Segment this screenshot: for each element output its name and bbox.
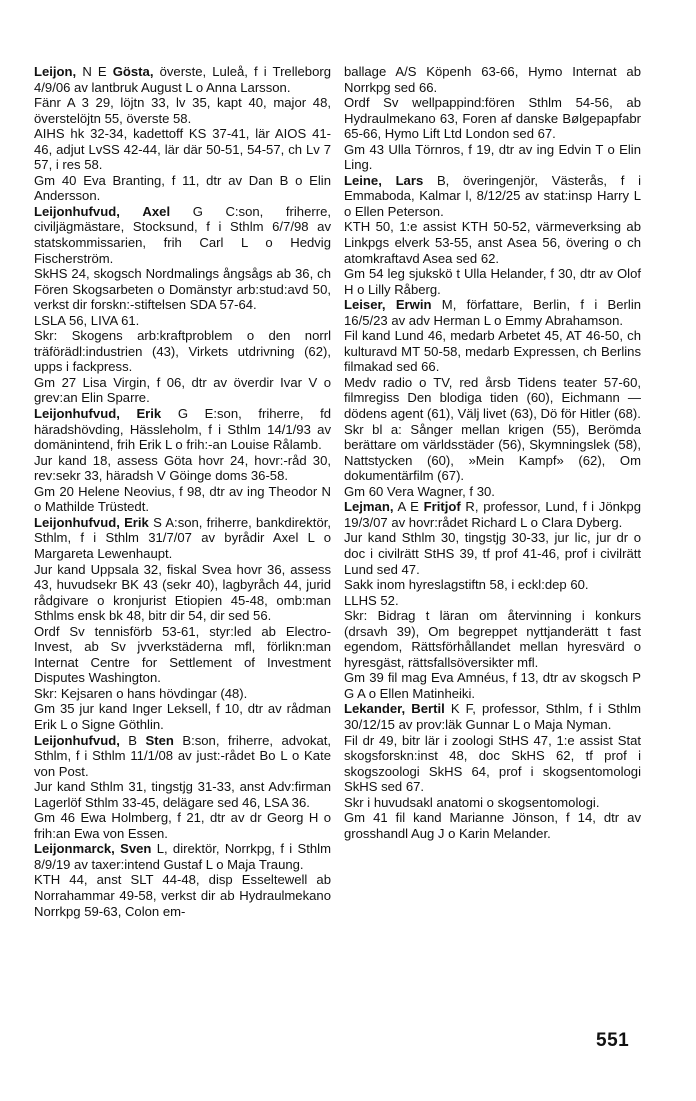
entry-text: M, författare, Berlin, f i Berlin 16/5/23 av adv Herman L o Emmy Abrahamson.: [344, 297, 642, 328]
entry-text: Fänr A 3 29, löjtn 33, lv 35, kapt 40, major 48, överstelöjtn 55, överste 58.: [34, 95, 331, 126]
entry-paragraph: [344, 499, 641, 530]
entry-text: LLHS 52.: [344, 592, 399, 608]
entry-surname: Leijonhufvud,: [34, 514, 120, 530]
entry-text: G E:son, friherre, fd häradshövding, Hässleholm, f i Sthlm 14/1/93 av domänintend, frih Erik L o frih:-an Louise Rålamb.: [34, 406, 332, 453]
entry-text: Gm 43 Ulla Törnros, f 19, dtr av ing Edvin T o Elin Ling.: [344, 141, 641, 173]
entry-text: ballage A/S Köpenh 63-66, Hymo Internat ab Norrkpg sed 66.: [344, 64, 641, 95]
entry-text: överste, Luleå, f i Trelleborg 4/9/06 av lantbruk August L o Anna Larsson.: [34, 64, 332, 95]
entry-paragraph: [34, 779, 331, 810]
entry-given-name: Gösta,: [112, 64, 154, 79]
entry-paragraph: [344, 701, 641, 732]
entry-paragraph: [34, 64, 331, 95]
entry-text: Gm 46 Ewa Holmberg, f 21, dtr av dr Georg H o frih:an Ewa von Essen.: [34, 810, 331, 841]
entry-surname: Leijonhufvud,: [34, 732, 120, 748]
entry-paragraph: [344, 484, 641, 500]
entry-given-name: Sten: [145, 732, 174, 748]
entry-text: S A:son, friherre, bankdirektör, Sthlm, f i Sthlm 31/7/07 av byrådir Axel L o Margareta Lewenhaupt.: [34, 514, 332, 561]
page-number: 551: [596, 1030, 630, 1051]
entry-text: G C:son, friherre, civiljägmästare, Stocksund, f i Sthlm 6/7/98 av statskommissarien, frih Carl L o Hedvig Fischerström.: [34, 203, 332, 266]
entry-initials: Erik: [124, 514, 149, 530]
entry-initials: Lars: [395, 172, 424, 188]
entry-paragraph: [34, 95, 331, 126]
entry-text: Jur kand Sthlm 31, tingstjg 31-33, anst Adv:firman Lagerlöf Sthlm 33-45, delägare sed 46, LSA 36.: [34, 779, 331, 810]
entry-text: KTH 44, anst SLT 44-48, disp Esseltewell ab Norrahammar 49-58, verkst dir ab Hydraulmekano Norrkpg 59-63, Colon em-: [34, 872, 331, 919]
biography-entry: [34, 515, 331, 733]
entry-paragraph: [34, 406, 331, 453]
entry-initials: Erik: [136, 406, 162, 422]
entry-paragraph: [344, 219, 641, 266]
entry-surname: Lekander,: [344, 701, 406, 717]
entry-text: Fil kand Lund 46, medarb Arbetet 45, AT 46-50, ch kulturavd MT 50-58, medarb Expressen, ch Berlins filmakad sed 66.: [344, 328, 641, 375]
entry-paragraph: [34, 313, 331, 329]
entry-paragraph: [34, 453, 331, 484]
entry-text: AIHS hk 32-34, kadettoff KS 37-41, lär AIOS 41-46, adjut LvSS 42-44, lär där 50-51, 54-57, ch Lv 7 57, i res 58.: [34, 126, 331, 173]
entry-paragraph: [344, 530, 641, 577]
entry-initials: Erwin: [395, 297, 432, 313]
entry-surname: Leijonhufvud,: [34, 203, 120, 219]
entry-text: Skr: Kejsaren o hans hövdingar (48).: [34, 685, 248, 701]
entry-paragraph: [344, 670, 641, 701]
entry-text: Jur kand Uppsala 32, fiskal Svea hovr 36, assess 43, huvudsekr BK 43 (sekr 40), lagbyråch 44, jurid rådgivare o kronjurist Etiopien 45-48, omb:man Sthlms ensk bk 48, bitr dir 54, dir sed 56.: [34, 561, 331, 624]
entry-paragraph: [34, 484, 331, 515]
entry-paragraph: [344, 375, 641, 422]
biography-entry: [34, 841, 331, 919]
biography-entry: [34, 64, 331, 204]
right-column: [344, 64, 641, 841]
biography-entry: [34, 733, 331, 842]
entry-text: Gm 39 fil mag Eva Amnéus, f 13, dtr av skogsch P G A o Ellen Matinheiki.: [344, 670, 641, 701]
entry-paragraph: [34, 375, 331, 406]
entry-text: B, överingenjör, Västerås, f i Emmaboda, Kalmar l, 8/12/25 av stat:insp Harry L o Ellen Peterson.: [344, 172, 641, 219]
biography-entry: [34, 204, 331, 406]
entry-text: SkHS 24, skogsch Nordmalings ångsågs ab 36, ch Fören Skogsarbeten o Domänstyr arb:stud:avd 50, verkst dir forskn:-stiftelsen SDA 57-64.: [34, 266, 331, 313]
entry-paragraph: [344, 593, 641, 609]
entry-paragraph: [344, 810, 641, 841]
entry-paragraph: [344, 266, 641, 297]
biography-entry: [344, 173, 641, 297]
entry-text: Skr i huvudsakl anatomi o skogsentomologi.: [344, 794, 600, 810]
biography-entry: [344, 297, 641, 499]
entry-paragraph: [34, 701, 331, 732]
entry-text: B:son, friherre, advokat, Sthlm, f i Sthlm 11/1/08 av just:-rådet Bo L o Kate von Post.: [34, 732, 331, 779]
entry-text: Gm 27 Lisa Virgin, f 06, dtr av överdir Ivar V o grev:an Elin Sparre.: [34, 374, 331, 406]
entry-paragraph: [344, 95, 641, 142]
entry-text: R, professor, Lund, f i Jönkpg 19/3/07 av hovr:rådet Richard L o Clara Dyberg.: [344, 499, 641, 530]
entry-text: Skr: Bidrag t läran om återvinning i konkurs (drsavh 39), Om begreppet nyttjanderätt t fast egendom, Rättsförhållandet mellan hyresvärd o hyresgäst, rättsfallsöversikter mfl.: [344, 608, 641, 670]
entry-paragraph: [344, 795, 641, 811]
entry-text: KTH 50, 1:e assist KTH 50-52, värmeverksing ab Linkpgs elverk 53-55, anst Asea 56, övering o ch atomkraftavd Asea sed 62.: [344, 219, 641, 266]
biography-entry: [344, 64, 641, 173]
entry-paragraph: [344, 173, 641, 220]
entry-initials: B: [128, 732, 138, 748]
entry-text: Gm 35 jur kand Inger Leksell, f 10, dtr av rådman Erik L o Signe Göthlin.: [34, 701, 331, 732]
entry-paragraph: [34, 266, 331, 313]
biography-entry: [344, 701, 641, 841]
entry-surname: Leijonhufvud,: [34, 406, 120, 422]
entry-initials: N E: [82, 64, 107, 79]
entry-paragraph: [34, 515, 331, 562]
entry-text: Medv radio o TV, red årsb Tidens teater 57-60, filmregiss Den blodiga tiden (60), Eichmann — dödens agent (61), Välj livet (63), Dö för Hitler (68).: [344, 374, 641, 422]
entry-text: Gm 40 Eva Branting, f 11, dtr av Dan B o Elin Andersson.: [34, 172, 331, 204]
entry-surname: Leijon,: [34, 64, 77, 79]
entry-paragraph: [34, 126, 331, 173]
entry-text: LSLA 56, LIVA 61.: [34, 312, 140, 328]
entry-paragraph: [34, 841, 331, 872]
entry-paragraph: [344, 577, 641, 593]
entry-paragraph: [34, 173, 331, 204]
entry-text: Jur kand Sthlm 30, tingstjg 30-33, jur lic, jur dr o doc i civilrätt StHS 39, tf prof 41-46, prof i civilrätt Lund sed 47.: [344, 530, 641, 577]
entry-text: Skr: Skogens arb:kraftproblem o den norrl träförädl:industrien (43), Virkets utdrivning (62), upps i fackpress.: [34, 328, 331, 375]
entry-paragraph: [344, 64, 641, 95]
entry-text: Ordf Sv tennisförb 53-61, styr:led ab Electro-Invest, ab Sv jvverkstäderna mfl, förlikn:man Internat Centre for Settlement of Investment Disputes Washington.: [34, 623, 331, 686]
entry-given-name: Fritjof: [423, 499, 461, 515]
entry-text: Fil dr 49, bitr lär i zoologi StHS 47, 1:e assist Stat skogsforskn:inst 48, doc SkHS 62, tf prof i skogszoologi SkHS 64, prof i skogsentomologi SkHS sed 67.: [344, 732, 641, 795]
entry-surname: Leijonmarck,: [34, 841, 115, 857]
entry-text: Jur kand 18, assess Göta hovr 24, hovr:-råd 30, rev:sekr 33, häradsh V Göinge doms 36-58.: [34, 452, 331, 484]
entry-surname: Lejman,: [344, 499, 394, 515]
entry-paragraph: [344, 733, 641, 795]
entry-surname: Leiser,: [344, 297, 386, 313]
entry-text: Gm 20 Helene Neovius, f 98, dtr av ing Theodor N o Mathilde Trüstedt.: [34, 483, 331, 515]
entry-paragraph: [34, 872, 331, 919]
entry-paragraph: [34, 624, 331, 686]
entry-initials: Axel: [142, 203, 171, 219]
entry-paragraph: [34, 733, 331, 780]
entry-text: Gm 41 fil kand Marianne Jönson, f 14, dtr av grosshandl Aug J o Karin Melander.: [344, 810, 641, 841]
entry-text: Sakk inom hyreslagstiftn 58, i eckl:dep 60.: [344, 577, 589, 593]
entry-paragraph: [34, 204, 331, 266]
entry-paragraph: [344, 608, 641, 670]
entry-text: K F, professor, Sthlm, f i Sthlm 30/12/15 av prov:läk Gunnar L o Maja Nyman.: [344, 701, 641, 732]
biography-entry: [344, 499, 641, 701]
entry-initials: A E: [397, 499, 419, 515]
entry-paragraph: [344, 297, 641, 328]
entry-text: Gm 60 Vera Wagner, f 30.: [344, 483, 495, 499]
entry-surname: Leine,: [344, 172, 382, 188]
entry-initials: Sven: [120, 841, 152, 857]
entry-text: Skr bl a: Sånger mellan krigen (55), Berömda berättare om världsstäder (56), Skymningslek (58), Nattstycken (60), »Mein Kampf» (62), Om dokumentärfilm (67).: [344, 421, 641, 484]
entry-text: Ordf Sv wellpappind:fören Sthlm 54-56, ab Hydraulmekano 63, Foren af danske Bølgepapfabr 65-66, Hymo Lift Ltd London sed 67.: [344, 95, 641, 142]
entry-paragraph: [344, 422, 641, 484]
entry-paragraph: [34, 562, 331, 624]
entry-paragraph: [34, 328, 331, 375]
entry-paragraph: [344, 142, 641, 173]
left-column: [34, 64, 331, 919]
biography-entry: [34, 406, 331, 515]
entry-initials: Bertil: [411, 701, 445, 717]
entry-text: L, direktör, Norrkpg, f i Sthlm 8/9/19 av taxer:intend Gustaf L o Maja Traung.: [34, 841, 331, 872]
entry-paragraph: [344, 328, 641, 375]
entry-paragraph: [34, 810, 331, 841]
entry-text: Gm 54 leg sjukskö t Ulla Helander, f 30, dtr av Olof H o Lilly Råberg.: [344, 266, 641, 297]
entry-paragraph: [34, 686, 331, 702]
